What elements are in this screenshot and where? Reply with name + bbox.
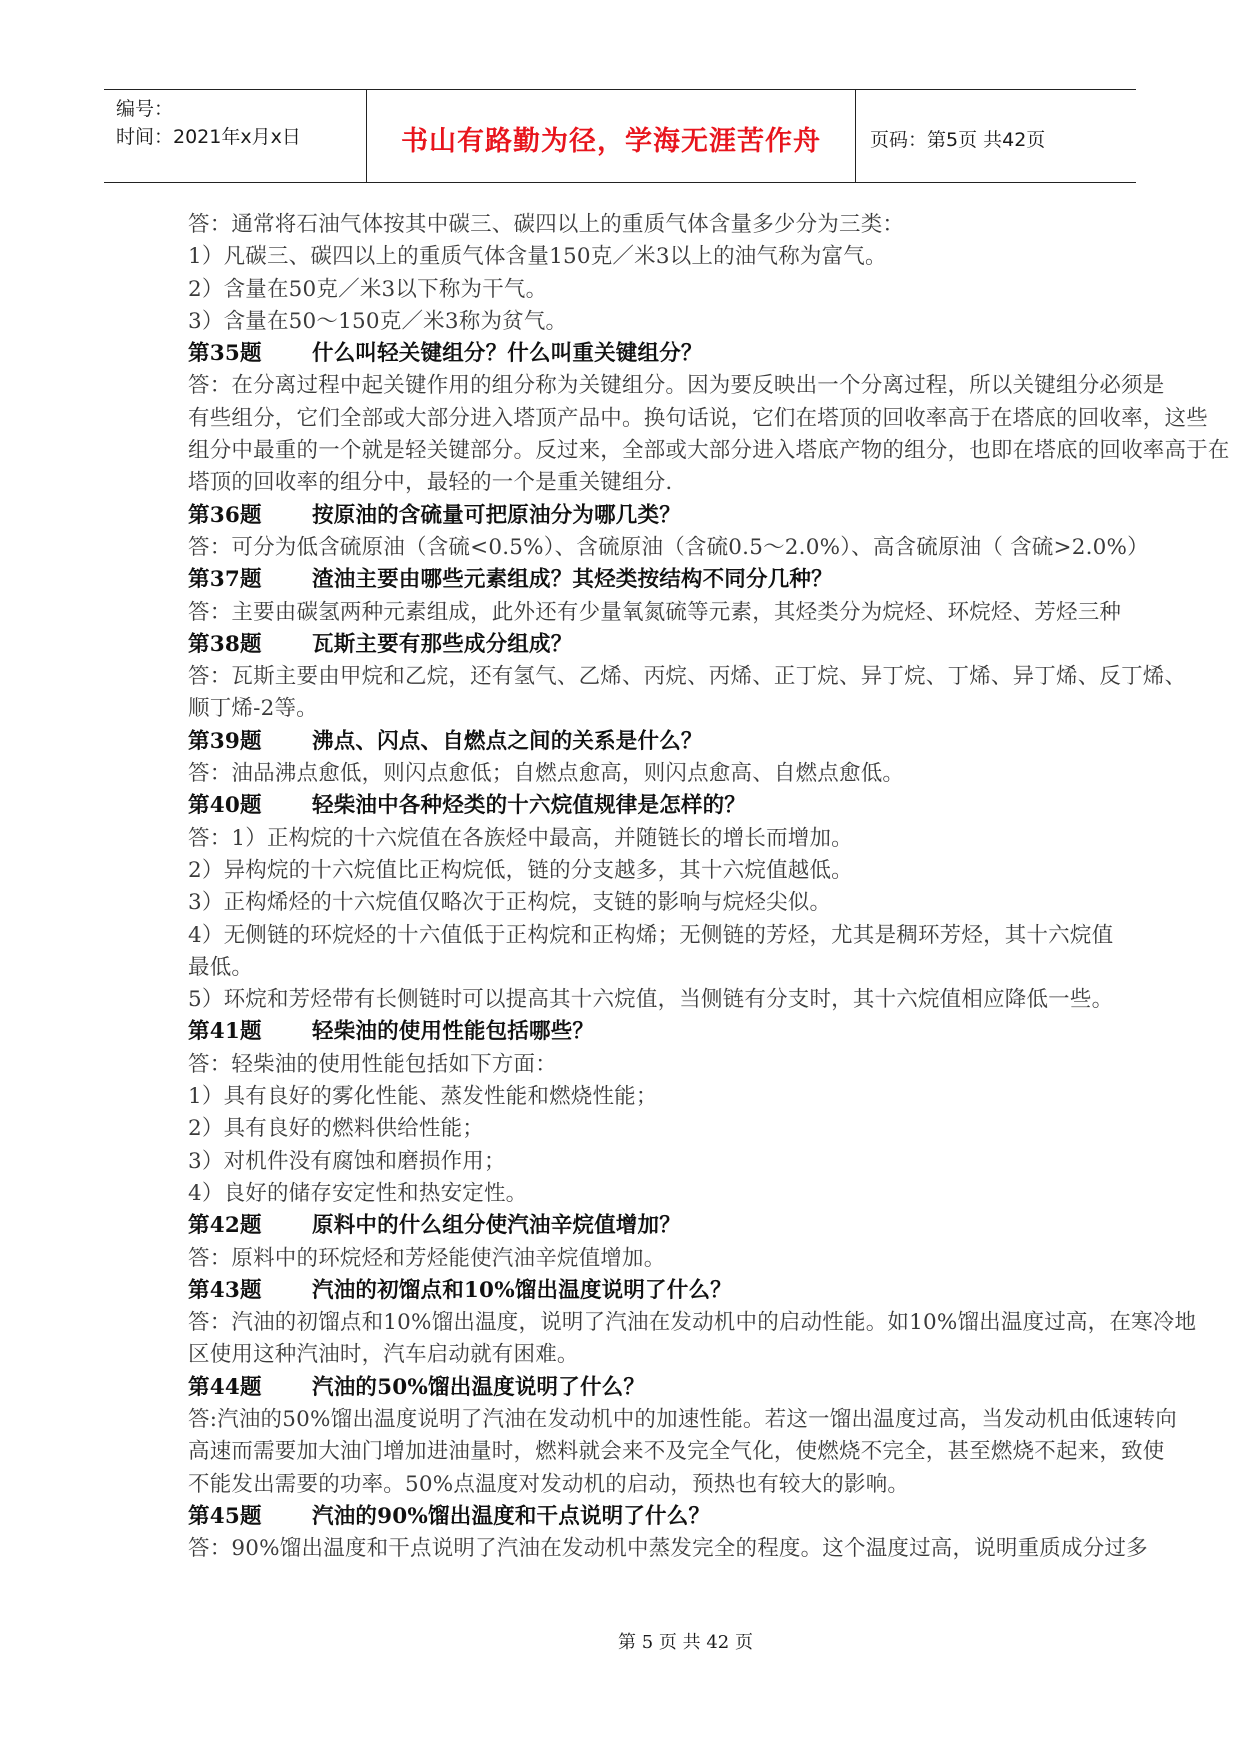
question-number: 第43题	[188, 1277, 262, 1303]
answer-line: 答：通常将石油气体按其中碳三、碳四以上的重质气体含量多少分为三类：	[188, 212, 905, 237]
question-text: 汽油的初馏点和10%馏出温度说明了什么？	[312, 1277, 732, 1303]
question-text: 什么叫轻关键组分？什么叫重关键组分？	[312, 341, 703, 367]
question-text: 沸点、闪点、自燃点之间的关系是什么？	[312, 728, 703, 754]
answer-line: 答：在分离过程中起关键作用的组分称为关键组分。因为要反映出一个分离过程，所以关键组分必须是	[188, 373, 1165, 399]
question-text: 瓦斯主要有那些成分组成？	[312, 631, 573, 657]
question-heading	[188, 629, 1241, 661]
document-number-label: 编号：	[116, 98, 174, 120]
answer-line: 2）具有良好的燃料供给性能；	[188, 1116, 484, 1142]
question-heading	[188, 726, 1241, 758]
answer-line: 5）环烷和芳烃带有长侧链时可以提高其十六烷值，当侧链有分支时，其十六烷值相应降低一些。	[188, 987, 1114, 1013]
question-number: 第40题	[188, 793, 262, 819]
answer-line: 答：90%馏出温度和干点说明了汽油在发动机中蒸发完全的程度。这个温度过高，说明重质成分过多	[188, 1536, 1148, 1562]
answer-line: 高速而需要加大油门增加进油量时，燃料就会来不及完全气化，使燃烧不完全，甚至燃烧不起来，致使	[188, 1439, 1165, 1465]
question-number: 第37题	[188, 567, 262, 593]
question-text: 轻柴油的使用性能包括哪些？	[312, 1019, 595, 1045]
header-motto-cell	[366, 90, 856, 182]
question-text: 原料中的什么组分使汽油辛烷值增加？	[312, 1213, 681, 1239]
answer-line: 1）具有良好的雾化性能、蒸发性能和燃烧性能；	[188, 1084, 658, 1110]
page-code-label: 页码：第5页 共42页	[870, 129, 1046, 151]
answer-line: 答：汽油的初馏点和10%馏出温度，说明了汽油在发动机中的启动性能。如10%馏出温度过高，在寒冷地	[188, 1310, 1197, 1336]
page-header	[104, 89, 1136, 183]
answer-line: 答：主要由碳氢两种元素组成，此外还有少量氧氮硫等元素，其烃类分为烷烃、环烷烃、芳烃三种	[188, 599, 1122, 625]
question-text: 按原油的含硫量可把原油分为哪几类？	[312, 502, 681, 528]
question-text: 汽油的50%馏出温度说明了什么？	[312, 1374, 646, 1400]
question-heading	[188, 790, 1241, 822]
header-page-cell	[856, 90, 1136, 182]
document-body	[188, 209, 1241, 1565]
answer-line: 区使用这种汽油时，汽车启动就有困难。	[188, 1342, 579, 1368]
question-number: 第36题	[188, 502, 262, 528]
answer-line: 答：轻柴油的使用性能包括如下方面：	[188, 1051, 557, 1077]
answer-line: 4）良好的储存安定性和热安定性。	[188, 1180, 528, 1206]
answer-line: 答：1）正构烷的十六烷值在各族烃中最高，并随链长的增长而增加。	[188, 825, 853, 851]
question-heading	[188, 1501, 1241, 1533]
answer-line: 答：可分为低含硫原油（含硫<0.5%）、含硫原油（含硫0.5～2.0%）、高含硫原油（ 含硫>2.0%）	[188, 534, 1149, 560]
question-heading	[188, 500, 1241, 532]
question-number: 第35题	[188, 341, 262, 367]
header-info-cell	[104, 90, 366, 182]
answer-line: 3）含量在50～150克／米3称为贫气。	[188, 308, 568, 334]
question-number: 第39题	[188, 728, 262, 754]
question-number: 第44题	[188, 1374, 262, 1400]
question-text: 轻柴油中各种烃类的十六烷值规律是怎样的？	[312, 793, 747, 819]
answer-line: 不能发出需要的功率。50%点温度对发动机的启动，预热也有较大的影响。	[188, 1471, 910, 1497]
answer-line: 组分中最重的一个就是轻关键部分。反过来，全部或大部分进入塔底产物的组分，也即在塔底的回收率高于在	[188, 438, 1230, 464]
question-number: 第41题	[188, 1019, 262, 1045]
answer-line: 4）无侧链的环烷烃的十六值低于正构烷和正构烯；无侧链的芳烃，尤其是稠环芳烃，其十六烷值	[188, 922, 1114, 948]
answer-line: 3）正构烯烃的十六烷值仅略次于正构烷，支链的影响与烷烃尖似。	[188, 890, 832, 916]
motto-text: 书山有路勤为径，学海无涯苦作舟	[401, 126, 821, 157]
question-text: 渣油主要由哪些元素组成？其烃类按结构不同分几种？	[312, 567, 833, 593]
answer-line: 2）异构烷的十六烷值比正构烷低，链的分支越多，其十六烷值越低。	[188, 857, 853, 883]
question-number: 第42题	[188, 1213, 262, 1239]
answer-line: 答：油品沸点愈低，则闪点愈低；自燃点愈高，则闪点愈高、自燃点愈低。	[188, 761, 905, 787]
question-heading	[188, 564, 1241, 596]
question-heading	[188, 1210, 1241, 1242]
page-footer: 第 5 页 共 42 页	[618, 1632, 753, 1653]
answer-line: 1）凡碳三、碳四以上的重质气体含量150克／米3以上的油气称为富气。	[188, 244, 887, 270]
answer-line: 有些组分，它们全部或大部分进入塔顶产品中。换句话说，它们在塔顶的回收率高于在塔底的回收率，这些	[188, 405, 1208, 431]
document-time-label: 时间：2021年x月x日	[116, 126, 301, 148]
question-number: 第45题	[188, 1503, 262, 1529]
answer-line: 最低。	[188, 954, 254, 980]
question-heading	[188, 338, 1241, 370]
question-heading	[188, 1016, 1241, 1048]
answer-line: 塔顶的回收率的组分中，最轻的一个是重关键组分.	[188, 470, 673, 496]
answer-line: 答：原料中的环烷烃和芳烃能使汽油辛烷值增加。	[188, 1245, 666, 1271]
question-number: 第38题	[188, 631, 262, 657]
question-heading	[188, 1275, 1241, 1307]
answer-line: 答：瓦斯主要由甲烷和乙烷，还有氢气、乙烯、丙烷、丙烯、正丁烷、异丁烷、丁烯、异丁烯、反丁烯、	[188, 664, 1187, 690]
question-text: 汽油的90%馏出温度和干点说明了什么？	[312, 1503, 711, 1529]
answer-line: 顺丁烯-2等。	[188, 696, 318, 722]
answer-line: 2）含量在50克／米3以下称为干气。	[188, 276, 548, 302]
question-heading	[188, 1372, 1241, 1404]
answer-line: 答:汽油的50%馏出温度说明了汽油在发动机中的加速性能。若这一馏出温度过高，当发动机由低速转向	[188, 1406, 1177, 1432]
answer-line: 3）对机件没有腐蚀和磨损作用；	[188, 1148, 506, 1174]
